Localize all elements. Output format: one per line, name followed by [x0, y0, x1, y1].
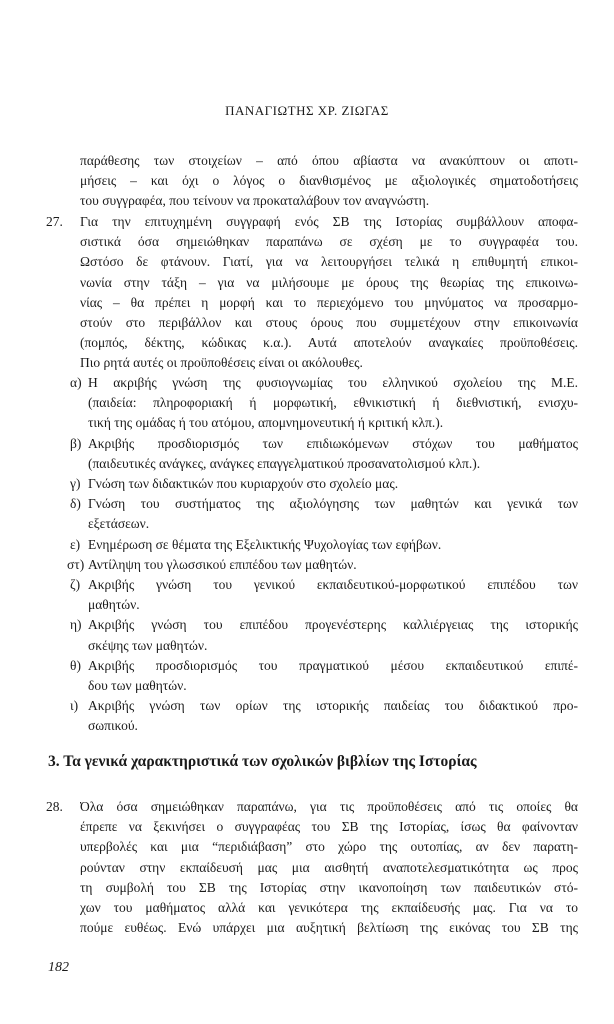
text-line: Γνώση του συστήματος της αξιολόγησης των μαθητών και γενικά των — [88, 496, 578, 512]
paragraph-28 — [80, 797, 578, 938]
text-line: έπρεπε να ξεκινήσει ο συγγραφέας του ΣΒ της Ιστορίας, ίσως θα φαίνονταν — [80, 819, 578, 835]
list-item-label: ι) — [70, 698, 79, 714]
continuation-paragraph — [80, 151, 578, 212]
list-item-label: θ) — [70, 657, 81, 673]
list-item — [70, 434, 578, 474]
text-line: Η ακριβής γνώση της φυσιογνωμίας του ελληνικού σχολείου της Μ.Ε. — [88, 375, 578, 390]
paragraph-27 — [80, 212, 578, 374]
list-item-label: ζ) — [70, 576, 81, 592]
text-line: νωνία στην τάξη – για να μιλήσουμε με όρους της θεωρίας της επικοινω- — [80, 274, 578, 290]
text-line: Γνώση των διδακτικών που κυριαρχούν στο σχολείο μας. — [88, 475, 399, 491]
text-line: του συγγραφέα, που τείνουν να προκαταλάβουν τον αναγνώστη. — [80, 193, 430, 209]
text-line: Ακριβής γνώση των ορίων της ιστορικής παιδείας του διδακτικού προ- — [88, 698, 578, 714]
text-line: τική της ομάδας ή του ατόμου, απομνημονευτική ή κριτική κλπ.). — [88, 415, 444, 431]
list-item — [70, 615, 578, 655]
list-item-label: δ) — [70, 496, 81, 512]
list-item — [70, 575, 578, 615]
text-line: σωπικού. — [88, 718, 138, 734]
text-line: Ακριβής γνώση του γενικού εκπαιδευτικού-μορφωτικού επιπέδου των — [88, 576, 578, 592]
list-item-label: στ) — [67, 556, 85, 572]
text-line: νίας – θα πρέπει η μορφή και το περιεχόμενο του μηνύματος να προσαρμο- — [80, 294, 578, 310]
text-line: μήσεις – και όχι ο λόγος ο διανθισμένος με αξιολογικές σηματοδοτήσεις — [80, 173, 578, 189]
list-item — [70, 656, 578, 696]
text-line: (παιδεία: πληροφοριακή ή μορφωτική, εθνικιστική ή διεθνιστική, ενισχυ- — [88, 395, 578, 411]
text-line: Ωστόσο δε φτάνουν. Γιατί, για να λειτουργήσει τελικά η επιθυμητή επικοι- — [80, 254, 578, 270]
text-line: Ακριβής προσδιορισμός των επιδιωκόμενων στόχων του μαθήματος — [88, 435, 578, 451]
text-line: Ακριβής γνώση του επιπέδου προγενέστερης καλλιέργειας της ιστορικής — [88, 617, 578, 633]
list-item-label: γ) — [70, 475, 81, 491]
text-line: σκέψης των μαθητών. — [88, 637, 208, 653]
paragraph-number-27: 27. — [46, 214, 63, 229]
text-line: υπερβολές και μια “περιδιάβαση” στο χώρο της ουτοπίας, αν δεν παρατη- — [80, 839, 578, 855]
list-item — [67, 555, 578, 575]
list-item-label: β) — [70, 435, 82, 451]
list-item — [70, 373, 578, 434]
text-line: (παιδευτικές ανάγκες, ανάγκες επαγγελματικού προσανατολισμού κλπ.). — [88, 455, 481, 471]
list-item-label: α) — [70, 375, 82, 390]
text-line: (πομπός, δέκτης, κώδικας κ.α.). Αυτά αποτελούν αναγκαίες προϋποθέσεις. — [80, 335, 578, 351]
section-heading: 3. Τα γενικά χαρακτηριστικά των σχολικών βιβλίων της Ιστορίας — [48, 753, 477, 770]
text-line: Ακριβής προσδιορισμός του πραγματικού μέσου εκπαιδευτικού επιπέ- — [88, 657, 578, 673]
text-line: Για την επιτυχημένη συγγραφή ενός ΣΒ της Ιστορίας συμβάλλουν αποφα- — [80, 214, 578, 229]
text-line: μαθητών. — [88, 597, 140, 613]
text-line: Πιο ρητά αυτές οι προϋποθέσεις είναι οι ακόλουθες. — [80, 355, 363, 371]
list-item — [70, 494, 578, 534]
text-line: σιστικά όσα σημειώθηκαν παραπάνω σε σχέση με το συγγραφέα του. — [80, 234, 578, 250]
text-line: στούν στο περιβάλλον και στους όρους που συμμετέχουν στην επικοινωνία — [80, 314, 578, 330]
text-line: Ενημέρωση σε θέματα της Εξελικτικής Ψυχολογίας των εφήβων. — [88, 536, 442, 552]
prerequisites-list — [67, 373, 578, 737]
text-line: δου των μαθητών. — [88, 677, 187, 693]
page-number: 182 — [48, 960, 69, 975]
text-line: πούμε ευθέως. Ενώ υπάρχει μια αυξητική βελτίωση της εικόνας του ΣΒ της — [80, 920, 578, 936]
list-item — [70, 474, 578, 494]
text-line: ρούνταν στην εκπαίδευσή μας μια αισθητή αναποτελεσματικότητα ως προς — [80, 859, 578, 875]
text-line: Όλα όσα σημειώθηκαν παραπάνω, για τις προϋποθέσεις από τις οποίες θα — [80, 799, 578, 814]
paragraph-number-28: 28. — [46, 799, 63, 814]
list-item — [70, 696, 578, 736]
text-line: Αντίληψη του γλωσσικού επιπέδου των μαθητών. — [88, 556, 357, 572]
text-line: παράθεσης των στοιχείων – από όπου αβίαστα να ανακύπτουν οι αποτι- — [80, 153, 578, 168]
list-item-label: ε) — [70, 536, 81, 552]
text-line: χων του μαθήματος αλλά και γενικότερα της εκπαίδευσής μας. Για να το — [80, 899, 578, 915]
list-item-label: η) — [70, 617, 82, 633]
running-head: ΠΑΝΑΓΙΩΤΗΣ ΧΡ. ΖΙΩΓΑΣ — [225, 103, 389, 118]
text-line: τη συμβολή του ΣΒ της Ιστορίας στην ικανοποίηση των παιδευτικών στό- — [80, 879, 578, 895]
text-line: εξετάσεων. — [88, 516, 150, 532]
list-item — [70, 535, 578, 555]
